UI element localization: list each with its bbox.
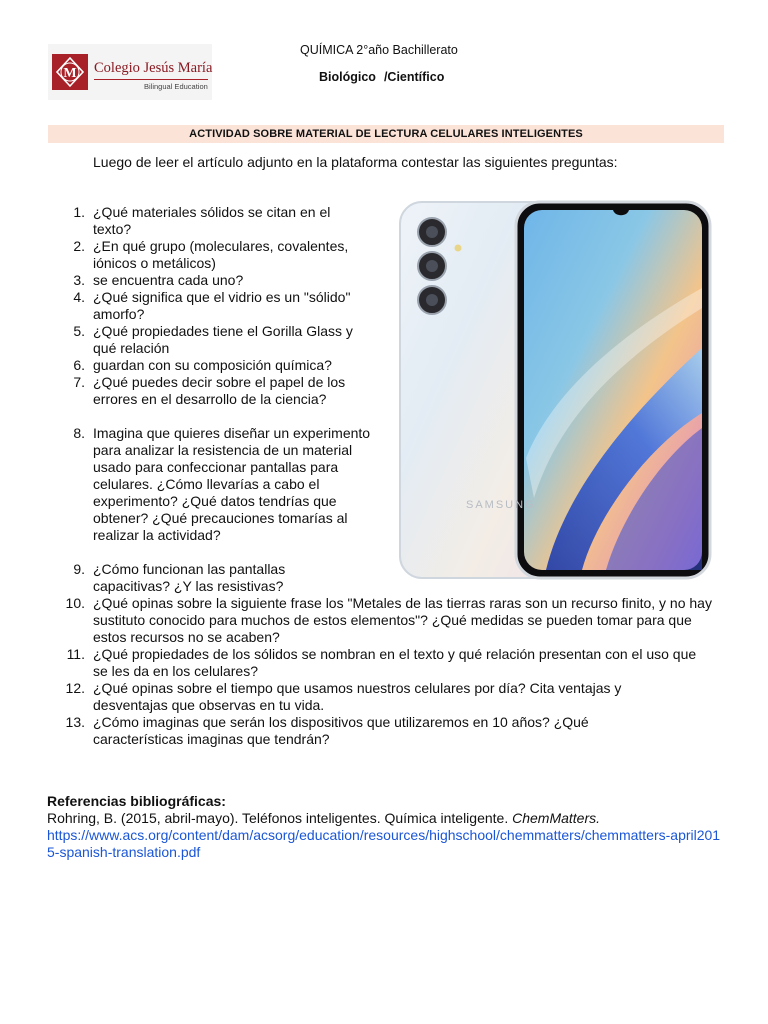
orientation-heading (319, 70, 444, 84)
question-number: 11. (66, 646, 85, 662)
question-item (73, 323, 373, 357)
phone-brand: SAMSUNG (466, 499, 536, 511)
question-number: 4. (73, 289, 85, 305)
question-item (73, 374, 358, 408)
smartphone-image (396, 198, 714, 582)
orientation-b: /Científico (383, 70, 445, 84)
question-text: ¿Cómo imaginas que serán los dispositivos que utilizaremos en 10 años? ¿Qué características imaginas que tendrán? (93, 714, 589, 747)
question-item (73, 238, 363, 272)
question-text: se encuentra cada uno? (93, 272, 244, 288)
question-item (73, 357, 373, 374)
question-item (73, 204, 363, 238)
orientation-a: Biológico (319, 70, 376, 84)
question-text: ¿Qué propiedades de los sólidos se nombran en el texto y qué relación presentan con el uso que se les da en los celulares? (93, 646, 697, 679)
question-text: ¿Qué materiales sólidos se citan en el texto? (93, 204, 331, 237)
question-number: 2. (73, 238, 85, 254)
question-item (65, 595, 723, 646)
question-number: 9. (73, 561, 85, 577)
question-number: 8. (73, 425, 85, 441)
subject-heading: QUÍMICA 2°año Bachillerato (300, 43, 458, 57)
question-item (73, 272, 363, 289)
reference-citation (47, 810, 600, 826)
activity-banner (48, 125, 724, 143)
question-item (73, 289, 363, 323)
logo-divider (94, 79, 208, 80)
question-number: 13. (65, 714, 85, 730)
question-text: ¿En qué grupo (moleculares, covalentes, iónicos o metálicos) (93, 238, 349, 271)
question-item (73, 425, 371, 544)
question-number: 6. (73, 357, 85, 373)
question-number: 3. (73, 272, 85, 288)
citation-text: Rohring, B. (2015, abril-mayo). Teléfonos inteligentes. Química inteligente. (47, 810, 509, 826)
question-item (66, 646, 713, 680)
question-text: guardan con su composición química? (93, 357, 332, 373)
question-text: Imagina que quieres diseñar un experimento para analizar la resistencia de un material usado para confeccionar pantallas para celulares. ¿Cómo llevarías a cabo el experimento? ¿Qué datos tendrías que obtener? ¿Qué precauciones tomarías al realizar la actividad? (93, 425, 371, 543)
question-number: 10. (65, 595, 85, 611)
question-item (73, 561, 363, 595)
question-number: 1. (73, 204, 85, 220)
intro-text: Luego de leer el artículo adjunto en la plataforma contestar las siguientes preguntas: (93, 154, 618, 170)
svg-text:M: M (63, 66, 77, 81)
question-item (65, 680, 693, 714)
question-number: 7. (73, 374, 85, 390)
school-crest-icon (52, 54, 88, 90)
question-text: ¿Qué propiedades tiene el Gorilla Glass y qué relación (93, 323, 353, 356)
question-item (65, 714, 653, 748)
question-text: ¿Qué opinas sobre la siguiente frase los "Metales de las tierras raras son un recurso finito, y no hay sustituto conocido para muchos de estos elementos"? ¿Qué medidas se pueden tomar para que estos recursos no se acaben? (93, 595, 712, 645)
references-title: Referencias bibliográficas: (47, 793, 226, 809)
journal-name: ChemMatters. (512, 810, 601, 826)
question-number: 5. (73, 323, 85, 339)
school-name: Colegio Jesús María (94, 60, 213, 76)
question-text: ¿Qué opinas sobre el tiempo que usamos nuestros celulares por día? Cita ventajas y desventajas que observas en tu vida. (93, 680, 622, 713)
question-text: ¿Qué significa que el vidrio es un "sólido" amorfo? (93, 289, 351, 322)
question-text: ¿Cómo funcionan las pantallas capacitivas? ¿Y las resistivas? (93, 561, 286, 594)
reference-link[interactable]: https://www.acs.org/content/dam/acsorg/education/resources/highschool/chemmatters/chemmatters-april2015-spanish-translation.pdf (47, 827, 721, 860)
question-number: 12. (65, 680, 85, 696)
question-text: ¿Qué puedes decir sobre el papel de los errores en el desarrollo de la ciencia? (93, 374, 346, 407)
school-tagline: Bilingual Education (144, 82, 208, 91)
activity-title: ACTIVIDAD SOBRE MATERIAL DE LECTURA CELULARES INTELIGENTES (189, 128, 583, 140)
school-logo (48, 44, 212, 100)
